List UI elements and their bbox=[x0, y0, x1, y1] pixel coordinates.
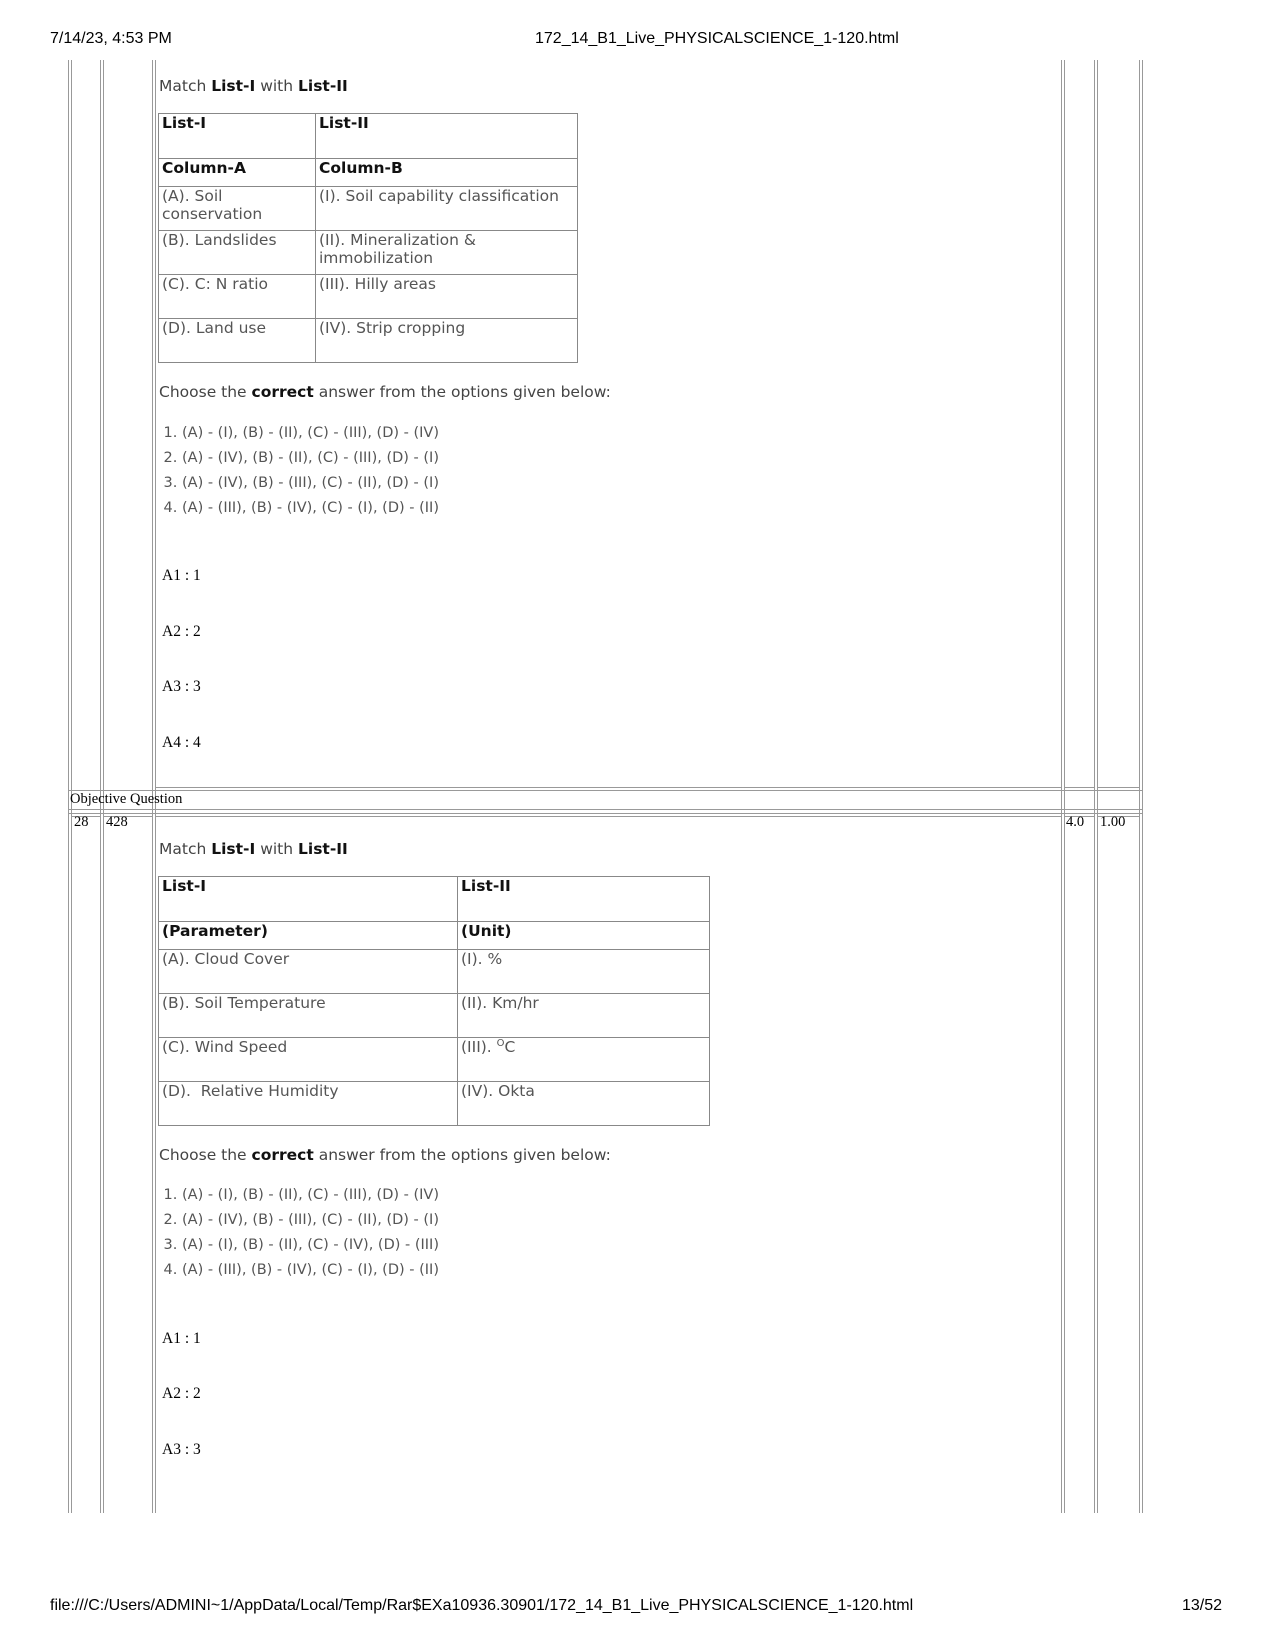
option-item: 1. (A) - (I), (B) - (II), (C) - (III), (D) - (IV) bbox=[182, 421, 439, 446]
table-header-cell: List-II bbox=[316, 114, 578, 159]
table-cell: (III). $^O$C bbox=[458, 1038, 710, 1082]
match-table bbox=[158, 876, 710, 1126]
table-cell: (D). Land use bbox=[159, 319, 316, 363]
table-row bbox=[159, 1038, 710, 1082]
marks: 4.0 bbox=[1066, 814, 1085, 830]
option-item: 2. (A) - (IV), (B) - (II), (C) - (III), (D) - (I) bbox=[182, 446, 439, 471]
table-row bbox=[159, 319, 578, 363]
print-datetime: 7/14/23, 4:53 PM bbox=[50, 30, 172, 47]
table-cell: (I). Soil capability classification bbox=[316, 187, 578, 231]
option-item: 4. (A) - (III), (B) - (IV), (C) - (I), (D) - (II) bbox=[182, 1258, 439, 1283]
table-cell: (B). Soil Temperature bbox=[159, 994, 458, 1038]
option-item: 1. (A) - (I), (B) - (II), (C) - (III), (D) - (IV) bbox=[182, 1183, 439, 1208]
print-file-path: file:///C:/Users/ADMINI~1/AppData/Local/Temp/Rar$EXa10936.30901/172_14_B1_Live_PHYSICALSCIENCE_1-120.html bbox=[50, 1597, 914, 1614]
question-intro: Match List-I with List-II bbox=[159, 840, 348, 858]
table-cell: (B). Landslides bbox=[159, 231, 316, 275]
choose-instruction: Choose the correct answer from the options given below: bbox=[159, 383, 611, 401]
answer-option: A2 : 2 bbox=[162, 1385, 201, 1402]
table-row bbox=[159, 950, 710, 994]
negative-marks: 1.00 bbox=[1100, 814, 1126, 830]
table-header-cell: List-I bbox=[159, 114, 316, 159]
options-list bbox=[142, 421, 439, 521]
option-item: 3. (A) - (IV), (B) - (III), (C) - (II), (D) - (I) bbox=[182, 471, 439, 496]
table-subheader-cell: (Parameter) bbox=[159, 922, 458, 950]
table-cell: (II). Mineralization & immobilization bbox=[316, 231, 578, 275]
table-subheader-cell: Column-A bbox=[159, 159, 316, 187]
table-row bbox=[159, 231, 578, 275]
table-cell: (IV). Strip cropping bbox=[316, 319, 578, 363]
table-cell: (C). Wind Speed bbox=[159, 1038, 458, 1082]
table-cell: (C). C: N ratio bbox=[159, 275, 316, 319]
options-list bbox=[142, 1183, 439, 1283]
print-title: 172_14_B1_Live_PHYSICALSCIENCE_1-120.html bbox=[535, 30, 899, 47]
option-item: 4. (A) - (III), (B) - (IV), (C) - (I), (D) - (II) bbox=[182, 496, 439, 521]
choose-instruction: Choose the correct answer from the options given below: bbox=[159, 1146, 611, 1164]
question-intro: Match List-I with List-II bbox=[159, 77, 348, 95]
table-cell: (D). Relative Humidity bbox=[159, 1082, 458, 1126]
answer-option: A3 : 3 bbox=[162, 1441, 201, 1458]
section-label: Objective Question bbox=[70, 791, 183, 807]
table-subheader-cell: Column-B bbox=[316, 159, 578, 187]
option-item: 2. (A) - (IV), (B) - (III), (C) - (II), (D) - (I) bbox=[182, 1208, 439, 1233]
table-subheader-cell: (Unit) bbox=[458, 922, 710, 950]
table-header-cell: List-I bbox=[159, 877, 458, 922]
table-cell: (A). Cloud Cover bbox=[159, 950, 458, 994]
match-table bbox=[158, 113, 578, 363]
question-id: 428 bbox=[106, 814, 128, 830]
table-cell: (A). Soil conservation bbox=[159, 187, 316, 231]
table-cell: (IV). Okta bbox=[458, 1082, 710, 1126]
table-header-cell: List-II bbox=[458, 877, 710, 922]
table-cell: (III). Hilly areas bbox=[316, 275, 578, 319]
option-item: 3. (A) - (I), (B) - (II), (C) - (IV), (D) - (III) bbox=[182, 1233, 439, 1258]
serial-number: 28 bbox=[74, 814, 89, 830]
table-cell: (I). % bbox=[458, 950, 710, 994]
page-number: 13/52 bbox=[1182, 1597, 1223, 1614]
table-row bbox=[159, 994, 710, 1038]
table-cell: (II). Km/hr bbox=[458, 994, 710, 1038]
answer-option: A1 : 1 bbox=[162, 1330, 201, 1347]
table-row bbox=[159, 187, 578, 231]
answer-option: A2 : 2 bbox=[162, 623, 201, 640]
answer-option: A3 : 3 bbox=[162, 678, 201, 695]
answer-option: A4 : 4 bbox=[162, 734, 201, 751]
table-row bbox=[159, 1082, 710, 1126]
table-row bbox=[159, 275, 578, 319]
answer-option: A1 : 1 bbox=[162, 567, 201, 584]
